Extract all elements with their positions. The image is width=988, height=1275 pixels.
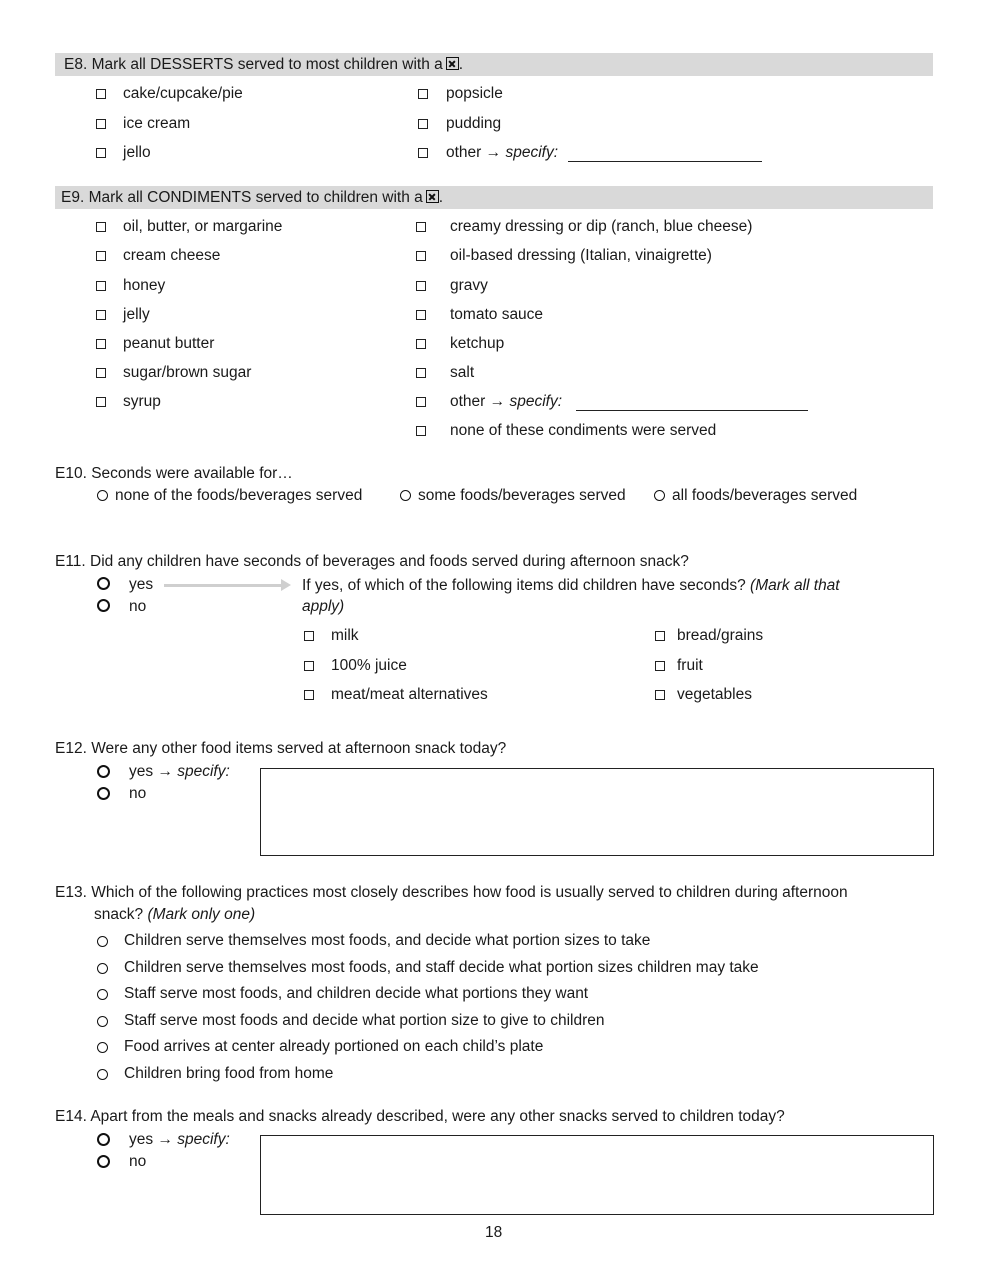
checkbox[interactable] (418, 89, 428, 99)
other-label: other (450, 393, 486, 410)
checkbox[interactable] (96, 119, 106, 129)
option-label (129, 1131, 230, 1149)
e12-question: E12. Were any other food items served at afternoon snack today? (55, 740, 507, 757)
option-label: popsicle (446, 85, 503, 102)
arrow-right-icon: → (157, 1131, 173, 1148)
e13-question-line2 (94, 906, 255, 924)
checkbox[interactable] (96, 148, 106, 158)
option-label (446, 144, 762, 162)
checkbox[interactable] (304, 631, 314, 641)
checkbox[interactable] (96, 281, 106, 291)
specify-label: specify: (505, 144, 559, 161)
skip-arrow-line (164, 584, 282, 587)
option-label: Staff serve most foods and decide what portion size to give to children (124, 1012, 605, 1029)
specify-label: specify: (177, 763, 230, 780)
option-label: bread/grains (677, 627, 764, 644)
option-label: jello (123, 144, 151, 161)
e11-followup-note-cont: apply) (302, 598, 345, 615)
radio-button[interactable] (97, 963, 108, 974)
option-label: gravy (450, 277, 488, 294)
checkbox[interactable] (96, 310, 106, 320)
option-label: ice cream (123, 115, 191, 132)
question-note: (Mark only one) (147, 906, 256, 923)
radio-button[interactable] (97, 936, 108, 947)
checkbox[interactable] (416, 222, 426, 232)
option-label: yes (129, 576, 154, 593)
e14-question: E14. Apart from the meals and snacks already described, were any other snacks served to children today? (55, 1108, 785, 1125)
option-label: cake/cupcake/pie (123, 85, 243, 102)
checkbox[interactable] (416, 397, 426, 407)
radio-button[interactable] (97, 1042, 108, 1053)
option-label: cream cheese (123, 247, 221, 264)
question-text: snack? (94, 906, 144, 923)
option-label: milk (331, 627, 359, 644)
arrow-right-icon: → (485, 144, 502, 161)
radio-button[interactable] (97, 599, 110, 612)
option-label: ketchup (450, 335, 505, 352)
radio-button[interactable] (97, 765, 110, 778)
option-label: Children serve themselves most foods, and decide what portion sizes to take (124, 932, 651, 949)
checkbox[interactable] (304, 661, 314, 671)
checkbox[interactable] (304, 690, 314, 700)
checkbox[interactable] (96, 89, 106, 99)
e8-question-text: E8. Mark all DESSERTS served to most children with a (64, 56, 443, 73)
option-label: some foods/beverages served (418, 487, 626, 504)
skip-arrow-head-icon (281, 579, 291, 591)
e10-question: E10. Seconds were available for… (55, 465, 293, 482)
option-label: none of the foods/beverages served (115, 487, 363, 504)
option-label: no (129, 785, 147, 802)
radio-button[interactable] (97, 577, 110, 590)
arrow-right-icon: → (157, 763, 173, 780)
checkbox[interactable] (418, 119, 428, 129)
checkbox[interactable] (416, 426, 426, 436)
checkbox[interactable] (655, 661, 665, 671)
e8-other-specify-line[interactable] (568, 147, 762, 162)
specify-label: specify: (509, 393, 563, 410)
e14-specify-textbox[interactable] (260, 1135, 934, 1215)
option-label: tomato sauce (450, 306, 544, 323)
checkbox[interactable] (416, 310, 426, 320)
option-label: vegetables (677, 686, 752, 703)
yes-label: yes (129, 763, 154, 780)
checkbox[interactable] (96, 339, 106, 349)
checkbox[interactable] (655, 690, 665, 700)
yes-label: yes (129, 1131, 154, 1148)
followup-note: (Mark all that (750, 577, 840, 594)
checkbox[interactable] (96, 368, 106, 378)
radio-button[interactable] (97, 1069, 108, 1080)
radio-button[interactable] (97, 1016, 108, 1027)
option-label: Staff serve most foods, and children decide what portions they want (124, 985, 589, 1002)
option-label: sugar/brown sugar (123, 364, 252, 381)
e8-question: E8. Mark all DESSERTS served to most children with a . (64, 56, 464, 73)
option-label: Food arrives at center already portioned on each child’s plate (124, 1038, 544, 1055)
arrow-right-icon: → (489, 393, 506, 410)
option-label: peanut butter (123, 335, 215, 352)
checked-box-icon (426, 190, 439, 203)
e11-question: E11. Did any children have seconds of beverages and foods served during afternoon snack? (55, 553, 689, 570)
radio-button[interactable] (654, 490, 665, 501)
checked-box-icon (446, 57, 459, 70)
checkbox[interactable] (416, 251, 426, 261)
option-label: none of these condiments were served (450, 422, 717, 439)
option-label: pudding (446, 115, 502, 132)
e9-question: E9. Mark all CONDIMENTS served to children with a . (61, 189, 444, 206)
option-label: no (129, 598, 147, 615)
radio-button[interactable] (97, 1133, 110, 1146)
option-label: no (129, 1153, 147, 1170)
option-label: all foods/beverages served (672, 487, 858, 504)
option-label: oil, butter, or margarine (123, 218, 283, 235)
option-label: Children serve themselves most foods, and staff decide what portion sizes children may take (124, 959, 759, 976)
radio-button[interactable] (400, 490, 411, 501)
option-label: meat/meat alternatives (331, 686, 488, 703)
radio-button[interactable] (97, 787, 110, 800)
option-label: fruit (677, 657, 703, 674)
option-label: honey (123, 277, 166, 294)
checkbox[interactable] (96, 251, 106, 261)
checkbox[interactable] (416, 368, 426, 378)
checkbox[interactable] (416, 339, 426, 349)
checkbox[interactable] (418, 148, 428, 158)
option-label: salt (450, 364, 475, 381)
e12-specify-textbox[interactable] (260, 768, 934, 856)
e13-question-line1: E13. Which of the following practices most closely describes how food is usually served to children during afternoon (55, 884, 848, 901)
checkbox[interactable] (96, 222, 106, 232)
option-label: syrup (123, 393, 161, 410)
radio-button[interactable] (97, 989, 108, 1000)
e9-question-text: E9. Mark all CONDIMENTS served to children with a (61, 189, 423, 206)
radio-button[interactable] (97, 1155, 110, 1168)
option-label: Children bring food from home (124, 1065, 334, 1082)
option-label: oil-based dressing (Italian, vinaigrette) (450, 247, 712, 264)
checkbox[interactable] (96, 397, 106, 407)
option-label (450, 393, 808, 411)
followup-text: If yes, of which of the following items did children have seconds? (302, 577, 746, 594)
other-label: other (446, 144, 482, 161)
specify-label: specify: (177, 1131, 230, 1148)
option-label: 100% juice (331, 657, 407, 674)
e9-other-specify-line[interactable] (576, 396, 808, 411)
checkbox[interactable] (655, 631, 665, 641)
radio-button[interactable] (97, 490, 108, 501)
e11-followup-question (302, 577, 840, 595)
option-label: creamy dressing or dip (ranch, blue cheese) (450, 218, 753, 235)
option-label: jelly (123, 306, 150, 323)
option-label (129, 763, 230, 781)
checkbox[interactable] (416, 281, 426, 291)
page-number: 18 (485, 1224, 503, 1241)
